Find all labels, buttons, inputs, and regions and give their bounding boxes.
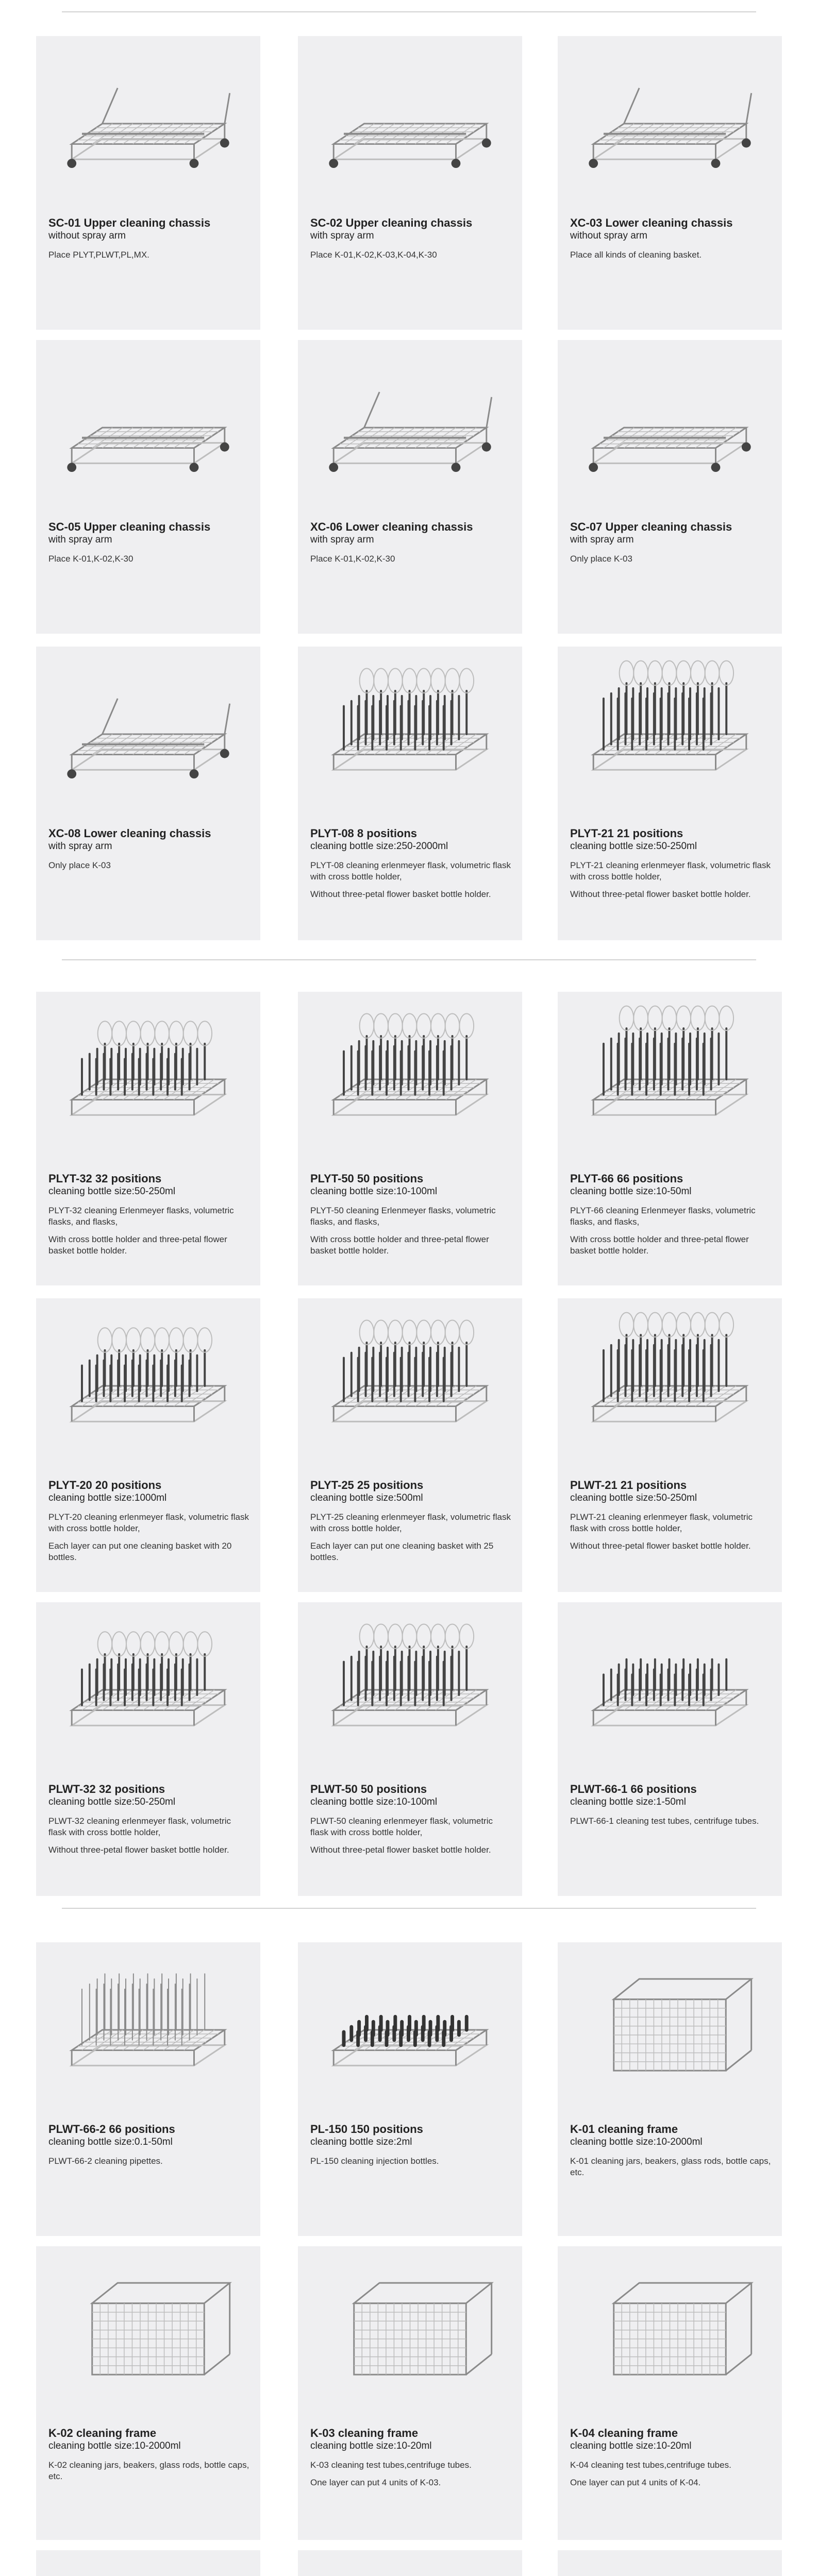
product-name: 25 positions [357, 1479, 424, 1492]
product-description: Place K-01,K-02,K-03,K-04,K-30 [310, 250, 437, 260]
product-code: PLYT-08 [310, 827, 354, 840]
product-code: PLYT-21 [570, 827, 614, 840]
product-title [310, 1783, 513, 1796]
product-code: XC-06 [310, 520, 343, 533]
product-text [48, 1479, 251, 1569]
dish-rack-icon [36, 2550, 260, 2576]
product-card [298, 36, 522, 330]
product-description: PLYT-66 cleaning Erlenmeyer flasks, volumetric flasks, and flasks, [570, 1206, 756, 1227]
product-description: PLYT-21 cleaning erlenmeyer flask, volumetric flask with cross bottle holder, [570, 860, 771, 882]
pipette-rack-icon [298, 2550, 522, 2576]
product-code: PLYT-66 [570, 1172, 614, 1185]
product-name: Upper cleaning chassis [84, 216, 211, 229]
product-description: Without three-petal flower basket bottle holder. [310, 889, 491, 899]
product-code: PLYT-32 [48, 1172, 92, 1185]
product-code: SC-01 [48, 216, 81, 229]
product-description: Place PLYT,PLWT,PL,MX. [48, 250, 149, 260]
product-text [570, 1783, 773, 1833]
product-description: PLWT-32 cleaning erlenmeyer flask, volumetric flask with cross bottle holder, [48, 1816, 231, 1837]
product-subtitle: without spray arm [570, 230, 647, 241]
product-subtitle: cleaning bottle size:10-2000ml [48, 2441, 181, 2451]
product-title [48, 2123, 251, 2136]
product-name: 32 positions [95, 1172, 162, 1185]
flask-rack-icon [558, 647, 782, 822]
product-subtitle: cleaning bottle size:50-250ml [48, 1797, 176, 1807]
product-code: K-02 [48, 2427, 73, 2439]
product-text [48, 2123, 251, 2173]
product-card [558, 647, 782, 940]
product-card [558, 36, 782, 330]
product-code: PLYT-20 [48, 1479, 92, 1492]
product-subtitle: cleaning bottle size:10-100ml [310, 1797, 438, 1807]
product-text [310, 2123, 513, 2173]
product-text [310, 520, 513, 571]
product-text [310, 216, 513, 267]
product-subtitle: with spray arm [310, 534, 374, 545]
product-description: K-01 cleaning jars, beakers, glass rods, bottle caps, etc. [570, 2156, 771, 2177]
pipette-rack-icon [36, 1942, 260, 2117]
product-description: K-03 cleaning test tubes,centrifuge tubes. [310, 2460, 472, 2470]
product-description: Each layer can put one cleaning basket with 20 bottles. [48, 1541, 232, 1562]
chassis-icon [558, 36, 782, 211]
product-card [558, 340, 782, 634]
product-text [48, 827, 251, 877]
product-card [298, 340, 522, 634]
product-card [36, 36, 260, 330]
product-title [48, 827, 251, 840]
product-text [570, 2427, 773, 2495]
product-name: 66 positions [630, 1783, 697, 1795]
product-title [310, 2123, 513, 2136]
chassis-icon [36, 36, 260, 211]
product-code: PLWT-32 [48, 1783, 96, 1795]
product-code: K-04 [570, 2427, 595, 2439]
product-subtitle: cleaning bottle size:10-50ml [570, 1186, 692, 1197]
product-title [48, 1172, 251, 1185]
product-card [36, 1942, 260, 2236]
basket-icon [558, 1942, 782, 2117]
product-title [48, 1479, 251, 1492]
product-title [570, 827, 773, 840]
product-subtitle: cleaning bottle size:50-250ml [48, 1186, 176, 1197]
product-code: PLYT-25 [310, 1479, 354, 1492]
product-name: 21 positions [620, 1479, 687, 1492]
product-text [310, 1783, 513, 1862]
product-title [310, 1479, 513, 1492]
flask-rack-icon [36, 992, 260, 1167]
product-card [36, 647, 260, 940]
product-name: cleaning frame [76, 2427, 157, 2439]
product-card [298, 1298, 522, 1592]
product-name: 20 positions [95, 1479, 162, 1492]
product-code: PLWT-50 [310, 1783, 358, 1795]
product-text [48, 216, 251, 267]
product-description: PLYT-20 cleaning erlenmeyer flask, volumetric flask with cross bottle holder, [48, 1512, 249, 1533]
product-title [310, 2427, 513, 2440]
product-description: With cross bottle holder and three-petal flower basket bottle holder. [48, 1234, 227, 1256]
product-subtitle: cleaning bottle size:1000ml [48, 1493, 167, 1503]
product-description: PLWT-50 cleaning erlenmeyer flask, volumetric flask with cross bottle holder, [310, 1816, 493, 1837]
product-code: XC-08 [48, 827, 81, 840]
product-description: One layer can put 4 units of K-04. [570, 2478, 701, 2487]
product-name: 8 positions [357, 827, 418, 840]
flask-rack-icon [298, 1298, 522, 1473]
flask-rack-icon [298, 992, 522, 1167]
product-card [298, 2550, 522, 2576]
product-name: cleaning frame [597, 2427, 678, 2439]
product-card [298, 647, 522, 940]
product-card [36, 1298, 260, 1592]
product-text [570, 1479, 773, 1558]
product-name: Upper cleaning chassis [605, 520, 732, 533]
product-title [570, 216, 773, 230]
product-name: cleaning frame [338, 2427, 419, 2439]
basket-icon [36, 2246, 260, 2421]
product-description: Only place K-03 [48, 860, 111, 870]
flask-rack-icon [558, 1298, 782, 1473]
product-subtitle: cleaning bottle size:250-2000ml [310, 841, 448, 852]
product-description: One layer can put 4 units of K-03. [310, 2478, 441, 2487]
product-title [310, 520, 513, 534]
product-text [310, 827, 513, 906]
product-code: PLWT-66-2 [48, 2123, 106, 2136]
product-code: PLWT-21 [570, 1479, 617, 1492]
product-title [570, 2123, 773, 2136]
product-description: Place K-01,K-02,K-30 [48, 554, 133, 564]
product-description: PLYT-25 cleaning erlenmeyer flask, volumetric flask with cross bottle holder, [310, 1512, 511, 1533]
product-description: Without three-petal flower basket bottle holder. [310, 1845, 491, 1855]
product-card [558, 1298, 782, 1592]
product-description: Place K-01,K-02,K-30 [310, 554, 395, 564]
product-title [48, 1783, 251, 1796]
product-description: K-02 cleaning jars, beakers, glass rods, bottle caps, etc. [48, 2460, 249, 2481]
flask-rack-icon [558, 992, 782, 1167]
product-name: Lower cleaning chassis [605, 216, 733, 229]
product-text [48, 1172, 251, 1263]
product-description: With cross bottle holder and three-petal flower basket bottle holder. [570, 1234, 749, 1256]
product-title [48, 2427, 251, 2440]
product-title [310, 216, 513, 230]
product-card [558, 992, 782, 1285]
flask-rack-icon [298, 647, 522, 822]
product-description: PLWT-21 cleaning erlenmeyer flask, volumetric flask with cross bottle holder, [570, 1512, 753, 1533]
product-subtitle: cleaning bottle size:10-2000ml [570, 2137, 703, 2147]
product-name: Upper cleaning chassis [84, 520, 211, 533]
product-name: 150 positions [350, 2123, 423, 2136]
product-card [558, 1602, 782, 1896]
product-text [310, 1479, 513, 1569]
product-code: K-03 [310, 2427, 335, 2439]
product-subtitle: cleaning bottle size:10-100ml [310, 1186, 438, 1197]
product-description: Without three-petal flower basket bottle holder. [570, 889, 751, 899]
vial-rack-icon [298, 1942, 522, 2117]
product-title [570, 1479, 773, 1492]
tube-rack-icon [558, 1602, 782, 1777]
section-divider [62, 11, 756, 12]
product-card [298, 1942, 522, 2236]
flask-rack-icon [298, 1602, 522, 1777]
product-text [570, 216, 773, 267]
product-title [570, 520, 773, 534]
product-subtitle: cleaning bottle size:10-20ml [570, 2441, 692, 2451]
product-name: Upper cleaning chassis [345, 216, 473, 229]
product-text [48, 2427, 251, 2488]
basket-icon [558, 2246, 782, 2421]
product-title [310, 827, 513, 840]
product-description: Each layer can put one cleaning basket with 25 bottles. [310, 1541, 494, 1562]
product-subtitle: cleaning bottle size:10-20ml [310, 2441, 432, 2451]
product-code: PLYT-50 [310, 1172, 354, 1185]
product-title [310, 1172, 513, 1185]
product-title [48, 216, 251, 230]
section-divider [62, 1908, 756, 1909]
product-title [48, 520, 251, 534]
product-description: Without three-petal flower basket bottle holder. [570, 1541, 751, 1551]
product-code: SC-05 [48, 520, 81, 533]
product-subtitle: cleaning bottle size:1-50ml [570, 1797, 686, 1807]
product-code: SC-07 [570, 520, 603, 533]
product-title [570, 1783, 773, 1796]
product-name: 50 positions [357, 1172, 424, 1185]
product-text [48, 520, 251, 571]
flask-rack-icon [36, 1298, 260, 1473]
product-card [36, 2246, 260, 2540]
product-description: With cross bottle holder and three-petal flower basket bottle holder. [310, 1234, 489, 1256]
chassis-icon [298, 36, 522, 211]
product-subtitle: cleaning bottle size:50-250ml [570, 1493, 697, 1503]
product-name: 21 positions [616, 827, 683, 840]
product-subtitle: cleaning bottle size:2ml [310, 2137, 412, 2147]
product-subtitle: cleaning bottle size:500ml [310, 1493, 423, 1503]
chassis-icon [36, 647, 260, 822]
product-text [570, 827, 773, 906]
product-text [48, 1783, 251, 1862]
product-code: PL-150 [310, 2123, 348, 2136]
product-subtitle: cleaning bottle size:50-250ml [570, 841, 697, 852]
section-divider [62, 959, 756, 960]
product-description: PL-150 cleaning injection bottles. [310, 2156, 439, 2166]
flask-rack-icon [36, 1602, 260, 1777]
product-card [298, 2246, 522, 2540]
pipette-rack-icon [558, 2550, 782, 2576]
product-name: cleaning frame [597, 2123, 678, 2136]
product-card [298, 1602, 522, 1896]
product-name: 32 positions [98, 1783, 165, 1795]
product-card [558, 2246, 782, 2540]
product-subtitle: with spray arm [570, 534, 634, 545]
product-description: Without three-petal flower basket bottle holder. [48, 1845, 229, 1855]
product-card [558, 2550, 782, 2576]
product-code: XC-03 [570, 216, 603, 229]
product-description: PLWT-66-1 cleaning test tubes, centrifuge tubes. [570, 1816, 759, 1826]
product-description: K-04 cleaning test tubes,centrifuge tubes. [570, 2460, 731, 2470]
product-card [36, 2550, 260, 2576]
product-card [558, 1942, 782, 2236]
product-subtitle: with spray arm [48, 841, 112, 852]
product-card [36, 1602, 260, 1896]
product-title [570, 1172, 773, 1185]
product-subtitle: with spray arm [310, 230, 374, 241]
product-name: Lower cleaning chassis [84, 827, 211, 840]
product-text [570, 2123, 773, 2184]
product-description: PLYT-32 cleaning Erlenmeyer flasks, volumetric flasks, and flasks, [48, 1206, 234, 1227]
product-text [570, 520, 773, 571]
product-code: SC-02 [310, 216, 343, 229]
chassis-icon [36, 340, 260, 515]
product-subtitle: cleaning bottle size:0.1-50ml [48, 2137, 173, 2147]
product-code: K-01 [570, 2123, 595, 2136]
basket-icon [298, 2246, 522, 2421]
product-code: PLWT-66-1 [570, 1783, 628, 1795]
product-text [310, 1172, 513, 1263]
product-description: Only place K-03 [570, 554, 632, 564]
product-description: Place all kinds of cleaning basket. [570, 250, 702, 260]
product-card [36, 992, 260, 1285]
product-card [36, 340, 260, 634]
product-name: Lower cleaning chassis [345, 520, 473, 533]
product-title [570, 2427, 773, 2440]
product-name: 66 positions [616, 1172, 683, 1185]
product-subtitle: with spray arm [48, 534, 112, 545]
chassis-icon [558, 340, 782, 515]
product-description: PLYT-08 cleaning erlenmeyer flask, volumetric flask with cross bottle holder, [310, 860, 511, 882]
product-name: 50 positions [360, 1783, 427, 1795]
product-text [310, 2427, 513, 2495]
product-name: 66 positions [109, 2123, 175, 2136]
product-card [298, 992, 522, 1285]
product-text [570, 1172, 773, 1263]
product-description: PLYT-50 cleaning Erlenmeyer flasks, volumetric flasks, and flasks, [310, 1206, 496, 1227]
product-description: PLWT-66-2 cleaning pipettes. [48, 2156, 163, 2166]
product-subtitle: without spray arm [48, 230, 126, 241]
chassis-icon [298, 340, 522, 515]
